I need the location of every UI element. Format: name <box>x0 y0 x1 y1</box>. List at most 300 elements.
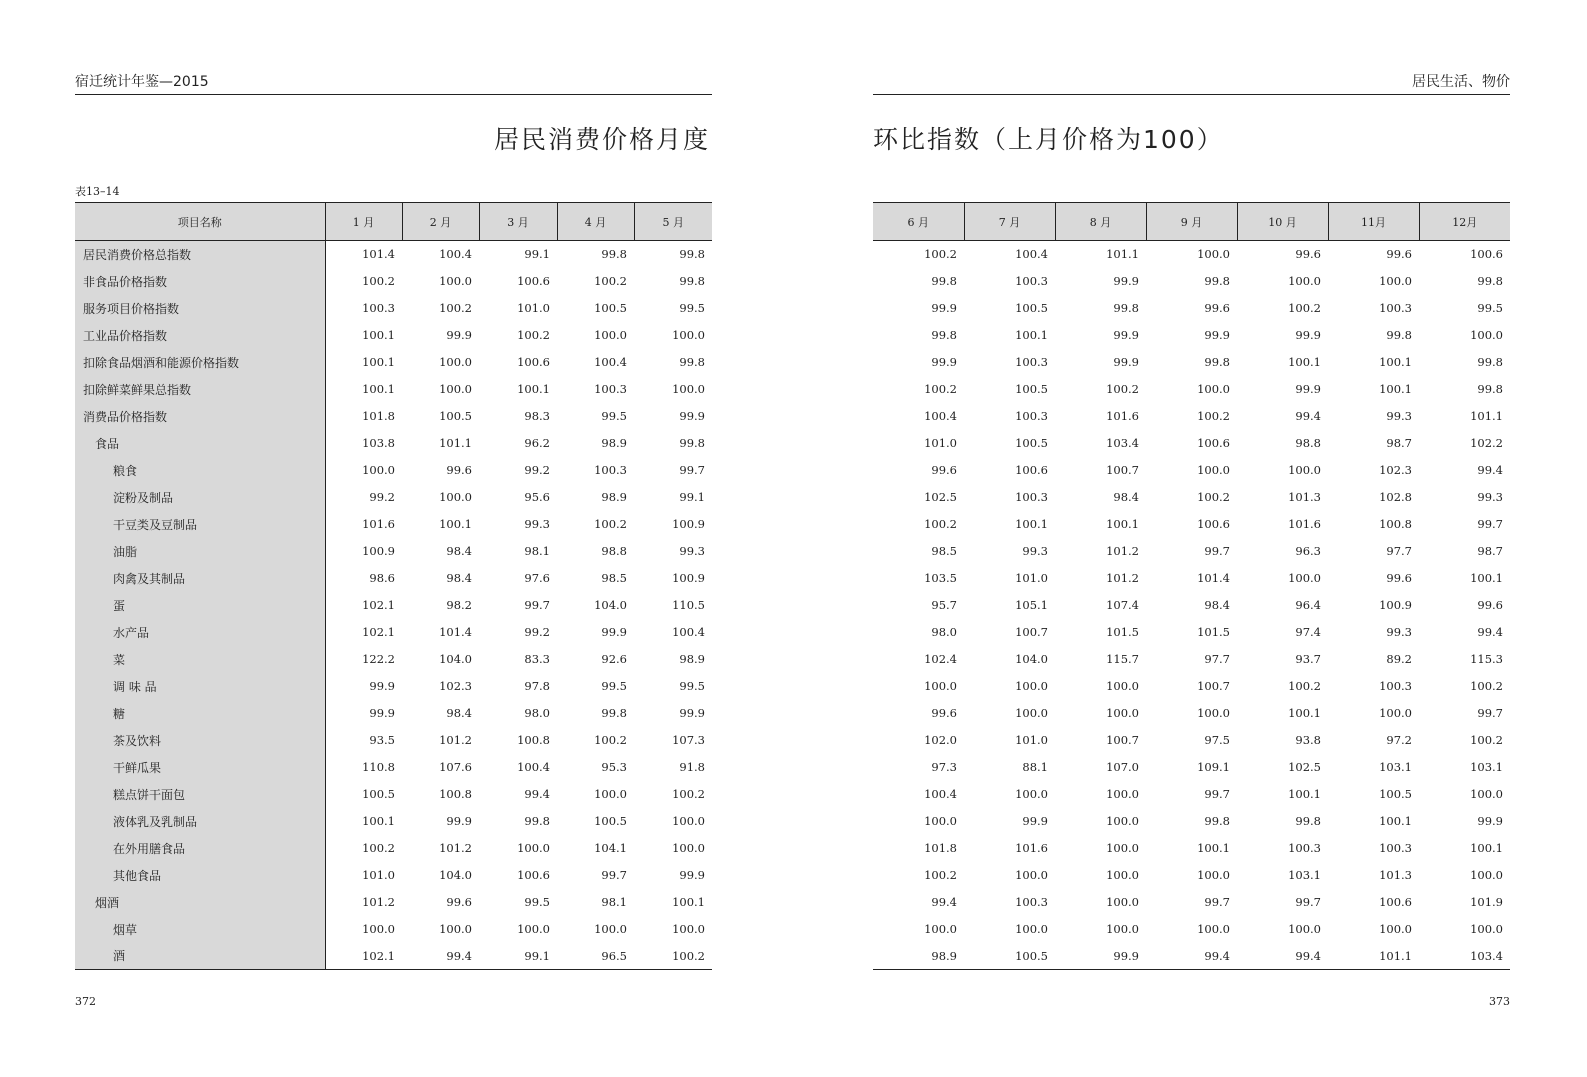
row-label: 烟酒 <box>75 889 325 916</box>
value-cell: 96.4 <box>1295 598 1321 612</box>
value-cell: 97.8 <box>524 679 550 693</box>
value-cell: 97.7 <box>1204 652 1230 666</box>
value-cell: 100.3 <box>1379 301 1412 315</box>
value-cell: 98.9 <box>601 490 627 504</box>
value-cell: 99.7 <box>679 463 705 477</box>
value-cell: 99.9 <box>679 706 705 720</box>
row-label: 肉禽及其制品 <box>75 565 325 592</box>
table-row <box>873 538 1510 565</box>
value-cell: 100.4 <box>594 355 627 369</box>
value-cell: 100.9 <box>362 544 395 558</box>
value-cell: 99.9 <box>931 301 957 315</box>
table-row <box>75 619 712 646</box>
value-cell: 98.0 <box>931 625 957 639</box>
value-cell: 99.9 <box>1113 274 1139 288</box>
value-cell: 97.5 <box>1204 733 1230 747</box>
value-cell: 101.2 <box>362 895 395 909</box>
value-cell: 98.5 <box>601 571 627 585</box>
value-cell: 98.8 <box>601 544 627 558</box>
value-cell: 100.1 <box>517 382 550 396</box>
value-cell: 100.6 <box>517 355 550 369</box>
value-cell: 100.0 <box>672 328 705 342</box>
value-cell: 99.6 <box>1386 247 1412 262</box>
value-cell: 100.2 <box>1470 733 1503 747</box>
value-cell: 99.6 <box>1477 598 1503 612</box>
value-cell: 99.8 <box>1204 274 1230 288</box>
table-row <box>873 457 1510 484</box>
value-cell: 99.9 <box>601 625 627 639</box>
value-cell: 100.9 <box>1379 598 1412 612</box>
value-cell: 102.1 <box>362 625 395 639</box>
row-label: 工业品价格指数 <box>75 322 325 349</box>
row-label: 非食品价格指数 <box>75 268 325 295</box>
table-row <box>873 484 1510 511</box>
value-cell: 107.0 <box>1106 760 1139 774</box>
value-cell: 99.8 <box>931 328 957 342</box>
yearbook-title: 宿迁统计年鉴—2015 <box>75 74 209 90</box>
value-cell: 100.0 <box>1106 787 1139 801</box>
value-cell: 97.7 <box>1386 544 1412 558</box>
value-cell: 101.0 <box>1015 571 1048 585</box>
value-cell: 100.1 <box>1379 355 1412 369</box>
table-row <box>75 349 712 376</box>
value-cell: 100.0 <box>439 490 472 504</box>
value-cell: 122.2 <box>362 652 395 666</box>
value-cell: 99.8 <box>679 247 705 262</box>
table-row <box>75 592 712 619</box>
value-cell: 102.2 <box>1470 436 1503 450</box>
value-cell: 100.0 <box>594 787 627 801</box>
value-cell: 99.8 <box>679 436 705 450</box>
value-cell: 100.4 <box>439 247 472 262</box>
row-label: 淀粉及制品 <box>75 484 325 511</box>
value-cell: 99.8 <box>601 706 627 720</box>
table-row <box>873 619 1510 646</box>
table-row <box>873 511 1510 538</box>
value-cell: 100.3 <box>1015 355 1048 369</box>
value-cell: 99.1 <box>479 943 557 970</box>
value-cell: 100.5 <box>1379 787 1412 801</box>
value-cell: 101.8 <box>362 409 395 423</box>
value-cell: 100.6 <box>1197 436 1230 450</box>
value-cell: 101.0 <box>1015 733 1048 747</box>
value-cell: 100.1 <box>672 895 705 909</box>
value-cell: 100.0 <box>1379 706 1412 720</box>
table-row <box>75 430 712 457</box>
row-label: 食品 <box>75 430 325 457</box>
value-cell: 100.5 <box>594 301 627 315</box>
table-row <box>873 322 1510 349</box>
row-label: 水产品 <box>75 619 325 646</box>
value-cell: 100.0 <box>517 922 550 936</box>
value-cell: 83.3 <box>524 652 550 666</box>
value-cell: 100.0 <box>1106 841 1139 855</box>
value-cell: 98.4 <box>1204 598 1230 612</box>
value-cell: 100.0 <box>362 922 395 936</box>
value-cell: 97.6 <box>524 571 550 585</box>
value-cell: 99.6 <box>1295 247 1321 262</box>
value-cell: 104.0 <box>439 652 472 666</box>
column-header-month: 9 月 <box>1146 203 1237 241</box>
value-cell: 100.1 <box>362 814 395 828</box>
value-cell: 100.0 <box>1015 706 1048 720</box>
value-cell: 93.8 <box>1295 733 1321 747</box>
value-cell: 100.8 <box>439 787 472 801</box>
value-cell: 100.1 <box>1470 841 1503 855</box>
value-cell: 98.4 <box>1113 490 1139 504</box>
table-row <box>873 673 1510 700</box>
column-header-month: 12月 <box>1419 203 1510 241</box>
value-cell: 99.8 <box>679 355 705 369</box>
value-cell: 100.1 <box>1197 841 1230 855</box>
value-cell: 100.5 <box>964 943 1055 970</box>
value-cell: 101.3 <box>1379 868 1412 882</box>
value-cell: 99.9 <box>446 814 472 828</box>
table-row <box>873 808 1510 835</box>
table-row <box>75 889 712 916</box>
value-cell: 99.4 <box>402 943 479 970</box>
value-cell: 100.8 <box>1379 517 1412 531</box>
value-cell: 100.0 <box>1106 922 1139 936</box>
value-cell: 100.0 <box>1106 679 1139 693</box>
column-header-month: 6 月 <box>873 203 964 241</box>
value-cell: 100.0 <box>1197 247 1230 262</box>
value-cell: 99.6 <box>446 895 472 909</box>
value-cell: 100.2 <box>594 733 627 747</box>
table-row <box>873 943 1510 970</box>
value-cell: 100.0 <box>1288 463 1321 477</box>
value-cell: 100.2 <box>924 868 957 882</box>
value-cell: 96.2 <box>524 436 550 450</box>
value-cell: 100.2 <box>594 517 627 531</box>
value-cell: 100.0 <box>1197 922 1230 936</box>
value-cell: 107.4 <box>1106 598 1139 612</box>
value-cell: 99.9 <box>446 328 472 342</box>
table-row <box>75 403 712 430</box>
table-row <box>75 484 712 511</box>
value-cell: 99.7 <box>1204 895 1230 909</box>
table-row <box>75 268 712 295</box>
value-cell: 95.6 <box>524 490 550 504</box>
value-cell: 99.7 <box>1204 544 1230 558</box>
table-row <box>873 700 1510 727</box>
value-cell: 100.0 <box>594 922 627 936</box>
value-cell: 101.1 <box>1328 943 1419 970</box>
running-head-left <box>75 74 712 95</box>
row-label: 干鲜瓜果 <box>75 754 325 781</box>
value-cell: 99.9 <box>1477 814 1503 828</box>
value-cell: 100.1 <box>362 328 395 342</box>
value-cell: 99.9 <box>1204 328 1230 342</box>
value-cell: 99.8 <box>1477 355 1503 369</box>
column-header-month: 11月 <box>1328 203 1419 241</box>
value-cell: 99.5 <box>679 679 705 693</box>
value-cell: 101.6 <box>1288 517 1321 531</box>
title-part-2: 环比指数（上月价格为100） <box>873 125 1224 154</box>
value-cell: 100.3 <box>1379 841 1412 855</box>
value-cell: 100.6 <box>1015 463 1048 477</box>
value-cell: 100.4 <box>924 409 957 423</box>
value-cell: 103.5 <box>924 571 957 585</box>
value-cell: 100.9 <box>672 571 705 585</box>
value-cell: 100.2 <box>1197 490 1230 504</box>
table-row <box>873 781 1510 808</box>
value-cell: 100.1 <box>1379 382 1412 396</box>
value-cell: 100.5 <box>1015 382 1048 396</box>
value-cell: 100.0 <box>924 679 957 693</box>
row-label: 扣除鲜菜鲜果总指数 <box>75 376 325 403</box>
value-cell: 100.2 <box>362 274 395 288</box>
value-cell: 99.1 <box>524 247 550 262</box>
value-cell: 102.0 <box>924 733 957 747</box>
table-row <box>873 862 1510 889</box>
value-cell: 89.2 <box>1386 652 1412 666</box>
value-cell: 101.2 <box>439 841 472 855</box>
table-body-left <box>75 241 712 970</box>
value-cell: 99.3 <box>679 544 705 558</box>
value-cell: 91.8 <box>679 760 705 774</box>
row-label: 粮食 <box>75 457 325 484</box>
value-cell: 97.2 <box>1386 733 1412 747</box>
value-cell: 101.5 <box>1106 625 1139 639</box>
table-row <box>75 673 712 700</box>
table-header-left <box>75 203 712 241</box>
value-cell: 99.1 <box>679 490 705 504</box>
value-cell: 100.0 <box>672 814 705 828</box>
value-cell: 99.8 <box>1204 814 1230 828</box>
value-cell: 97.3 <box>931 760 957 774</box>
column-header-month: 1 月 <box>325 203 402 241</box>
value-cell: 93.7 <box>1295 652 1321 666</box>
value-cell: 99.5 <box>679 301 705 315</box>
value-cell: 104.0 <box>439 868 472 882</box>
table-row <box>75 781 712 808</box>
value-cell: 99.4 <box>524 787 550 801</box>
value-cell: 98.6 <box>369 571 395 585</box>
value-cell: 101.4 <box>362 247 395 262</box>
value-cell: 100.0 <box>672 382 705 396</box>
table-row <box>873 268 1510 295</box>
value-cell: 100.5 <box>362 787 395 801</box>
value-cell: 99.3 <box>524 517 550 531</box>
value-cell: 100.0 <box>1015 787 1048 801</box>
value-cell: 99.2 <box>369 490 395 504</box>
table-row <box>75 565 712 592</box>
value-cell: 100.0 <box>1379 922 1412 936</box>
value-cell: 100.0 <box>1015 679 1048 693</box>
value-cell: 100.5 <box>594 814 627 828</box>
value-cell: 99.8 <box>1477 382 1503 396</box>
row-label: 茶及饮料 <box>75 727 325 754</box>
value-cell: 98.1 <box>524 544 550 558</box>
value-cell: 100.6 <box>1379 895 1412 909</box>
value-cell: 99.9 <box>1022 814 1048 828</box>
value-cell: 101.3 <box>1288 490 1321 504</box>
value-cell: 98.9 <box>679 652 705 666</box>
value-cell: 100.0 <box>439 355 472 369</box>
value-cell: 99.7 <box>1477 706 1503 720</box>
value-cell: 99.7 <box>1204 787 1230 801</box>
value-cell: 101.8 <box>924 841 957 855</box>
value-cell: 99.6 <box>931 706 957 720</box>
value-cell: 100.3 <box>1015 490 1048 504</box>
value-cell: 100.4 <box>517 760 550 774</box>
value-cell: 100.0 <box>1015 922 1048 936</box>
value-cell: 99.8 <box>679 274 705 288</box>
value-cell: 100.0 <box>517 841 550 855</box>
value-cell: 100.3 <box>1288 841 1321 855</box>
value-cell: 100.1 <box>1288 706 1321 720</box>
value-cell: 99.9 <box>1113 355 1139 369</box>
value-cell: 100.9 <box>672 517 705 531</box>
value-cell: 100.6 <box>517 868 550 882</box>
value-cell: 100.0 <box>1288 922 1321 936</box>
value-cell: 103.8 <box>362 436 395 450</box>
value-cell: 100.7 <box>1106 463 1139 477</box>
value-cell: 100.0 <box>1197 382 1230 396</box>
value-cell: 100.1 <box>362 355 395 369</box>
table-row <box>75 538 712 565</box>
column-header-month: 10 月 <box>1237 203 1328 241</box>
table-row <box>75 835 712 862</box>
value-cell: 99.8 <box>1113 301 1139 315</box>
column-header-month: 5 月 <box>634 203 712 241</box>
value-cell: 99.9 <box>679 409 705 423</box>
value-cell: 101.6 <box>1015 841 1048 855</box>
value-cell: 103.4 <box>1419 943 1510 970</box>
value-cell: 99.6 <box>446 463 472 477</box>
value-cell: 98.0 <box>524 706 550 720</box>
value-cell: 100.2 <box>1106 382 1139 396</box>
value-cell: 100.0 <box>1197 868 1230 882</box>
row-label: 消费品价格指数 <box>75 403 325 430</box>
value-cell: 100.1 <box>1470 571 1503 585</box>
value-cell: 99.4 <box>931 895 957 909</box>
table-row <box>75 376 712 403</box>
value-cell: 100.2 <box>1288 679 1321 693</box>
column-header-item: 项目名称 <box>75 203 325 241</box>
value-cell: 100.7 <box>1197 679 1230 693</box>
value-cell: 99.8 <box>1295 814 1321 828</box>
table-row <box>75 754 712 781</box>
value-cell: 100.2 <box>924 382 957 396</box>
value-cell: 100.0 <box>1106 895 1139 909</box>
value-cell: 100.1 <box>439 517 472 531</box>
row-label: 液体乳及乳制品 <box>75 808 325 835</box>
value-cell: 98.8 <box>1295 436 1321 450</box>
value-cell: 99.3 <box>1386 409 1412 423</box>
table-row <box>873 376 1510 403</box>
value-cell: 100.2 <box>924 247 957 262</box>
value-cell: 100.0 <box>1470 328 1503 342</box>
value-cell: 100.6 <box>1470 247 1503 262</box>
value-cell: 100.1 <box>1379 814 1412 828</box>
value-cell: 102.1 <box>362 598 395 612</box>
value-cell: 104.0 <box>1015 652 1048 666</box>
value-cell: 101.0 <box>924 436 957 450</box>
value-cell: 102.3 <box>439 679 472 693</box>
table-row <box>75 808 712 835</box>
value-cell: 101.4 <box>1197 571 1230 585</box>
table-row <box>75 700 712 727</box>
row-label: 糖 <box>75 700 325 727</box>
value-cell: 100.0 <box>594 328 627 342</box>
value-cell: 100.1 <box>1288 355 1321 369</box>
value-cell: 100.0 <box>439 274 472 288</box>
value-cell: 103.1 <box>1470 760 1503 774</box>
table-row <box>873 646 1510 673</box>
value-cell: 99.8 <box>524 814 550 828</box>
value-cell: 100.2 <box>594 274 627 288</box>
value-cell: 100.7 <box>1106 733 1139 747</box>
value-cell: 100.1 <box>1015 328 1048 342</box>
value-cell: 107.3 <box>672 733 705 747</box>
value-cell: 99.2 <box>524 625 550 639</box>
value-cell: 99.8 <box>1204 355 1230 369</box>
value-cell: 100.0 <box>1197 706 1230 720</box>
value-cell: 99.9 <box>369 679 395 693</box>
table-row <box>873 916 1510 943</box>
row-label: 其他食品 <box>75 862 325 889</box>
value-cell: 100.1 <box>362 382 395 396</box>
value-cell: 99.7 <box>601 868 627 882</box>
value-cell: 100.3 <box>362 301 395 315</box>
value-cell: 99.3 <box>1386 625 1412 639</box>
left-page <box>75 0 712 1077</box>
value-cell: 96.3 <box>1295 544 1321 558</box>
table-row <box>873 565 1510 592</box>
value-cell: 101.0 <box>517 301 550 315</box>
value-cell: 102.3 <box>1379 463 1412 477</box>
value-cell: 97.4 <box>1295 625 1321 639</box>
value-cell: 107.6 <box>439 760 472 774</box>
row-label: 酒 <box>75 943 325 970</box>
value-cell: 102.5 <box>1288 760 1321 774</box>
value-cell: 99.7 <box>524 598 550 612</box>
value-cell: 99.8 <box>931 274 957 288</box>
table-row <box>873 592 1510 619</box>
table-row <box>75 646 712 673</box>
table-row <box>75 241 712 268</box>
price-index-table-right <box>873 202 1510 970</box>
value-cell: 100.0 <box>672 922 705 936</box>
value-cell: 99.8 <box>1477 274 1503 288</box>
value-cell: 103.1 <box>1379 760 1412 774</box>
value-cell: 100.4 <box>1015 247 1048 262</box>
value-cell: 98.1 <box>601 895 627 909</box>
row-label: 在外用膳食品 <box>75 835 325 862</box>
value-cell: 109.1 <box>1197 760 1230 774</box>
value-cell: 100.3 <box>1015 409 1048 423</box>
value-cell: 110.8 <box>362 760 395 774</box>
row-label: 菜 <box>75 646 325 673</box>
value-cell: 101.0 <box>362 868 395 882</box>
table-body-right <box>873 241 1510 970</box>
page-number-right: 373 <box>1489 995 1510 1008</box>
row-label: 糕点饼干面包 <box>75 781 325 808</box>
row-label: 扣除食品烟酒和能源价格指数 <box>75 349 325 376</box>
value-cell: 100.0 <box>924 814 957 828</box>
table-row <box>873 241 1510 268</box>
value-cell: 102.8 <box>1379 490 1412 504</box>
value-cell: 115.3 <box>1470 652 1503 666</box>
value-cell: 99.4 <box>1295 409 1321 423</box>
value-cell: 99.3 <box>1477 490 1503 504</box>
value-cell: 100.0 <box>1015 868 1048 882</box>
page-number-left: 372 <box>75 995 96 1008</box>
value-cell: 98.2 <box>446 598 472 612</box>
value-cell: 100.2 <box>517 328 550 342</box>
